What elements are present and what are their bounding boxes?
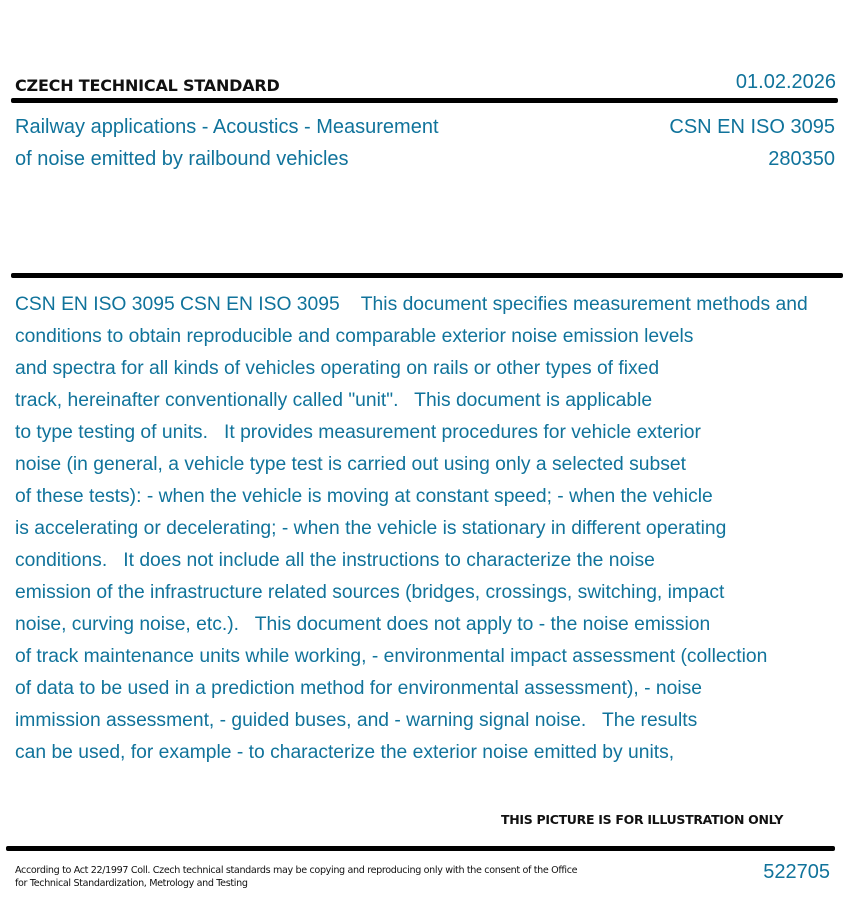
standard-code: CSN EN ISO 3095 [669,116,835,138]
abstract-line: of track maintenance units while working, - environmental impact assessment (collection [15,646,768,667]
abstract-line: to type testing of units. It provides measurement procedures for vehicle exterior [15,422,701,443]
abstract-line: and spectra for all kinds of vehicles operating on rails or other types of fixed [15,358,660,379]
abstract-line: emission of the infrastructure related sources (bridges, crossings, switching, impact [15,582,725,603]
classification-number: 280350 [768,148,835,170]
abstract-line: immission assessment, - guided buses, and - warning signal noise. The results [15,710,698,731]
illustration-disclaimer: THIS PICTURE IS FOR ILLUSTRATION ONLY [501,812,784,827]
abstract-line: conditions to obtain reproducible and comparable exterior noise emission levels [15,326,694,347]
footer-divider [6,846,835,851]
document-abstract [15,289,865,769]
legal-notice-line-2: for Technical Standardization, Metrology and Testing [15,878,248,889]
catalog-number: 522705 [763,861,830,883]
document-type-label: CZECH TECHNICAL STANDARD [15,76,280,95]
abstract-line: of data to be used in a prediction method for environmental assessment), - noise [15,678,703,699]
abstract-line: is accelerating or decelerating; - when the vehicle is stationary in different operating [15,518,727,539]
legal-notice [15,864,577,890]
abstract-line: noise (in general, a vehicle type test is carried out using only a selected subset [15,454,686,475]
abstract-line: track, hereinafter conventionally called "unit". This document is applicable [15,390,653,411]
header-divider [11,98,838,103]
legal-notice-line-1: According to Act 22/1997 Coll. Czech technical standards may be copying and reproducing only with the consent of the Office [15,865,578,876]
abstract-line: conditions. It does not include all the instructions to characterize the noise [15,550,655,571]
abstract-line: can be used, for example - to characterize the exterior noise emitted by units, [15,742,675,763]
abstract-line: CSN EN ISO 3095 CSN EN ISO 3095 This document specifies measurement methods and [15,294,808,315]
abstract-line: of these tests): - when the vehicle is moving at constant speed; - when the vehicle [15,486,713,507]
title-divider [11,273,843,278]
abstract-line: noise, curving noise, etc.). This document does not apply to - the noise emission [15,614,711,635]
publication-date: 01.02.2026 [735,71,836,93]
document-title-line-2: of noise emitted by railbound vehicles [15,148,349,170]
document-title-line-1: Railway applications - Acoustics - Measurement [15,116,439,138]
